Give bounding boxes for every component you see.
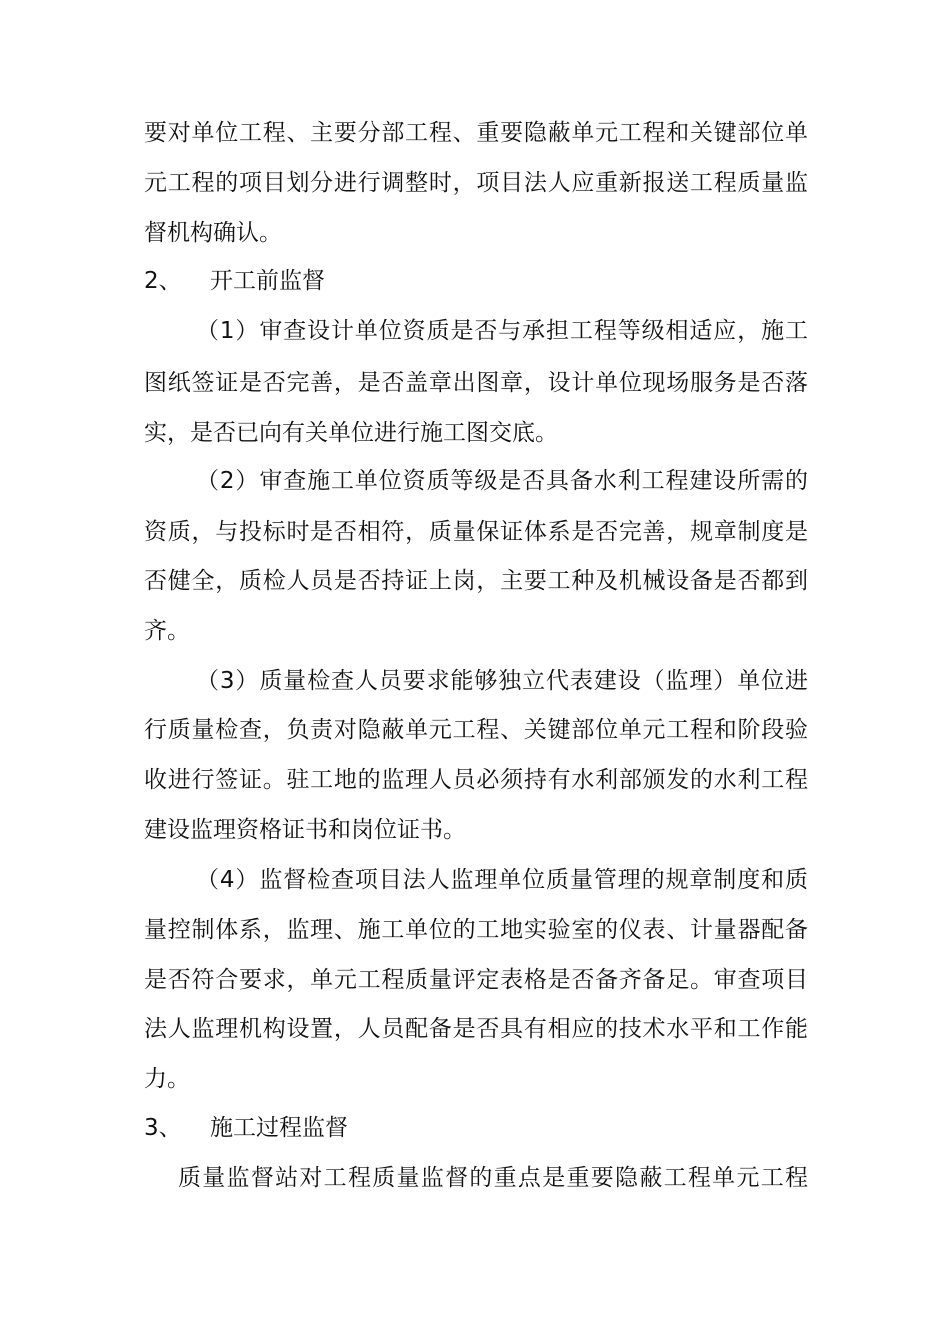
list-item-line: 收进行签证。驻工地的监理人员必须持有水利部颁发的水利工程 xyxy=(144,767,808,793)
list-item-line: （1）审查设计单位资质是否与承担工程等级相适应，施工 xyxy=(196,318,808,344)
paragraph-line: 质量监督站对工程质量监督的重点是重要隐蔽工程单元工程 xyxy=(178,1165,808,1191)
section-heading-3 xyxy=(144,1113,808,1143)
section-heading-2 xyxy=(144,266,808,296)
list-item-line: 力。 xyxy=(144,1066,190,1092)
list-item-line: 建设监理资格证书和岗位证书。 xyxy=(144,817,466,843)
section-number: 3、 xyxy=(144,1115,182,1141)
list-item-line: 行质量检查，负责对隐蔽单元工程、关键部位单元工程和阶段验 xyxy=(144,717,808,743)
list-item-line: （3）质量检查人员要求能够独立代表建设（监理）单位进 xyxy=(196,668,808,694)
list-item-line: （4）监督检查项目法人监理单位质量管理的规章制度和质 xyxy=(196,867,808,893)
list-item-line: 量控制体系，监理、施工单位的工地实验室的仪表、计量器配备 xyxy=(144,917,808,943)
list-item-line: 资质，与投标时是否相符，质量保证体系是否完善，规章制度是 xyxy=(144,519,808,545)
paragraph-line: 元工程的项目划分进行调整时，项目法人应重新报送工程质量监 xyxy=(144,170,808,196)
list-item-line: 图纸签证是否完善，是否盖章出图章，设计单位现场服务是否落 xyxy=(144,370,808,396)
list-item-line: 法人监理机构设置，人员配备是否具有相应的技术水平和工作能 xyxy=(144,1016,808,1042)
list-item-line: （2）审查施工单位资质等级是否具备水利工程建设所需的 xyxy=(196,468,808,494)
list-item-line: 否健全，质检人员是否持证上岗，主要工种及机械设备是否都到 xyxy=(144,568,808,594)
section-title: 施工过程监督 xyxy=(210,1115,348,1141)
list-item-line: 齐。 xyxy=(144,618,190,644)
list-item-line: 实，是否已向有关单位进行施工图交底。 xyxy=(144,420,558,446)
section-number: 2、 xyxy=(144,268,182,294)
paragraph-line: 要对单位工程、主要分部工程、重要隐蔽单元工程和关键部位单 xyxy=(144,120,808,146)
paragraph-line: 督机构确认。 xyxy=(144,220,282,246)
list-item-line: 是否符合要求，单元工程质量评定表格是否备齐备足。审查项目 xyxy=(144,967,808,993)
section-title: 开工前监督 xyxy=(210,268,325,294)
